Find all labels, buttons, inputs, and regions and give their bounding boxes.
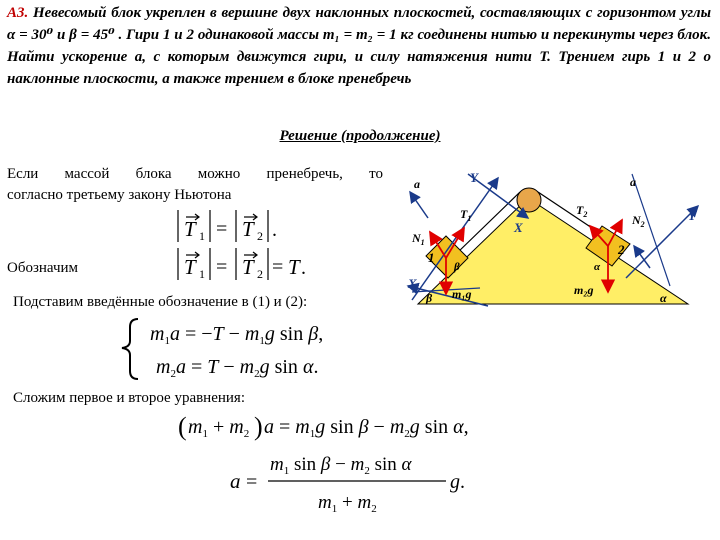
text-line-1: Если массой блока можно пренебречь, то xyxy=(7,166,383,182)
label-alpha-in: α xyxy=(594,261,601,273)
svg-text:=: = xyxy=(216,256,228,278)
label-a-left: a xyxy=(414,177,420,191)
svg-text:T: T xyxy=(288,255,300,279)
svg-text:T: T xyxy=(184,255,196,279)
svg-text:m1 + m2: $m_1 + m_2$ xyxy=(188,416,250,440)
svg-text:m1 sin β − m2 sin α: $m_1$ $\sin \beta - m_2$ sin α xyxy=(270,454,412,477)
problem-text: Невесомый блок укреплен в вершине двух наклонных плоскостей, составляющих с горизонтом углы α = 30⁰ и β = 45⁰ . Гири 1 и 2 одинаковой массы m₁ = m₂ = 1 кг соединены нитью и перекинуты через блок. Найти ускорение a, с которым движутся гири, и силу натяжения нити T. Трением гирь 1 и 2 о наклонные плоскости, а также трением в блоке пренебречь xyxy=(7,5,711,87)
svg-text:=: = xyxy=(272,256,284,278)
svg-text:2: 2 xyxy=(257,267,263,281)
svg-text:.: . xyxy=(301,257,306,279)
label-t2: $T_2$ xyxy=(576,203,588,219)
label-block-1: 1 xyxy=(428,250,435,265)
text-designate: Обозначим xyxy=(7,260,79,276)
svg-text:T: T xyxy=(184,217,196,241)
svg-text:=: = xyxy=(216,218,228,240)
svg-text:m1a = −T − m1g sin β,: $m_1a = -T - m_1g$ sin β, xyxy=(150,323,324,347)
svg-text:2: 2 xyxy=(257,229,263,243)
label-block-2: 2 xyxy=(618,242,625,257)
equation-designate-t xyxy=(168,244,308,289)
label-t1: $T_1$ xyxy=(460,207,472,223)
label-beta-base: β xyxy=(426,291,433,305)
text-line-2: согласно третьему закону Ньютона xyxy=(7,187,232,203)
svg-text:a: a xyxy=(230,469,241,493)
equation-system xyxy=(116,313,366,388)
label-x-mid: X xyxy=(514,220,523,235)
svg-text:m1 + m2: $m_1 + m_2$ xyxy=(318,492,377,515)
label-n2: $N_2$ xyxy=(632,213,645,229)
label-m1g: m₁g xyxy=(452,287,472,301)
problem-number: А3. xyxy=(7,5,29,21)
svg-text:1: 1 xyxy=(199,267,205,281)
problem-statement xyxy=(7,2,711,90)
svg-text:.: . xyxy=(272,219,277,241)
svg-text:m2a = T − m2g sin α.: $m_2a = T - m_2g$ sin α. xyxy=(156,356,319,380)
svg-text:a = m1g sin β − m2g sin α,: $a = m_1g$ $\sin \beta - m_2g$ sin α, xyxy=(264,416,469,440)
svg-text:T: T xyxy=(242,255,254,279)
solution-title: Решение (продолжение) xyxy=(279,128,441,144)
label-m2g: m₂g xyxy=(574,283,594,297)
svg-text:(: ( xyxy=(178,412,187,441)
incline-diagram xyxy=(398,158,712,315)
label-x-left: X xyxy=(408,276,417,291)
label-alpha-base: α xyxy=(660,291,667,305)
equation-acceleration xyxy=(228,448,478,529)
text-substitute: Подставим введённые обозначение в (1) и (2): xyxy=(13,294,308,310)
label-n1: $N_1$ xyxy=(412,231,425,247)
svg-text:g.: g. xyxy=(450,471,465,493)
pulley xyxy=(517,188,541,212)
svg-text:=: = xyxy=(246,471,258,493)
svg-text:T: T xyxy=(242,217,254,241)
text-add: Сложим первое и второе уравнения: xyxy=(13,390,245,406)
equation-sum xyxy=(176,406,516,451)
label-beta-in: β xyxy=(454,261,460,273)
label-y-left: Y xyxy=(470,170,478,185)
label-y-right: Y xyxy=(688,208,696,223)
svg-text:): ) xyxy=(254,412,263,441)
label-a-right: a xyxy=(630,175,636,189)
svg-text:1: 1 xyxy=(199,229,205,243)
